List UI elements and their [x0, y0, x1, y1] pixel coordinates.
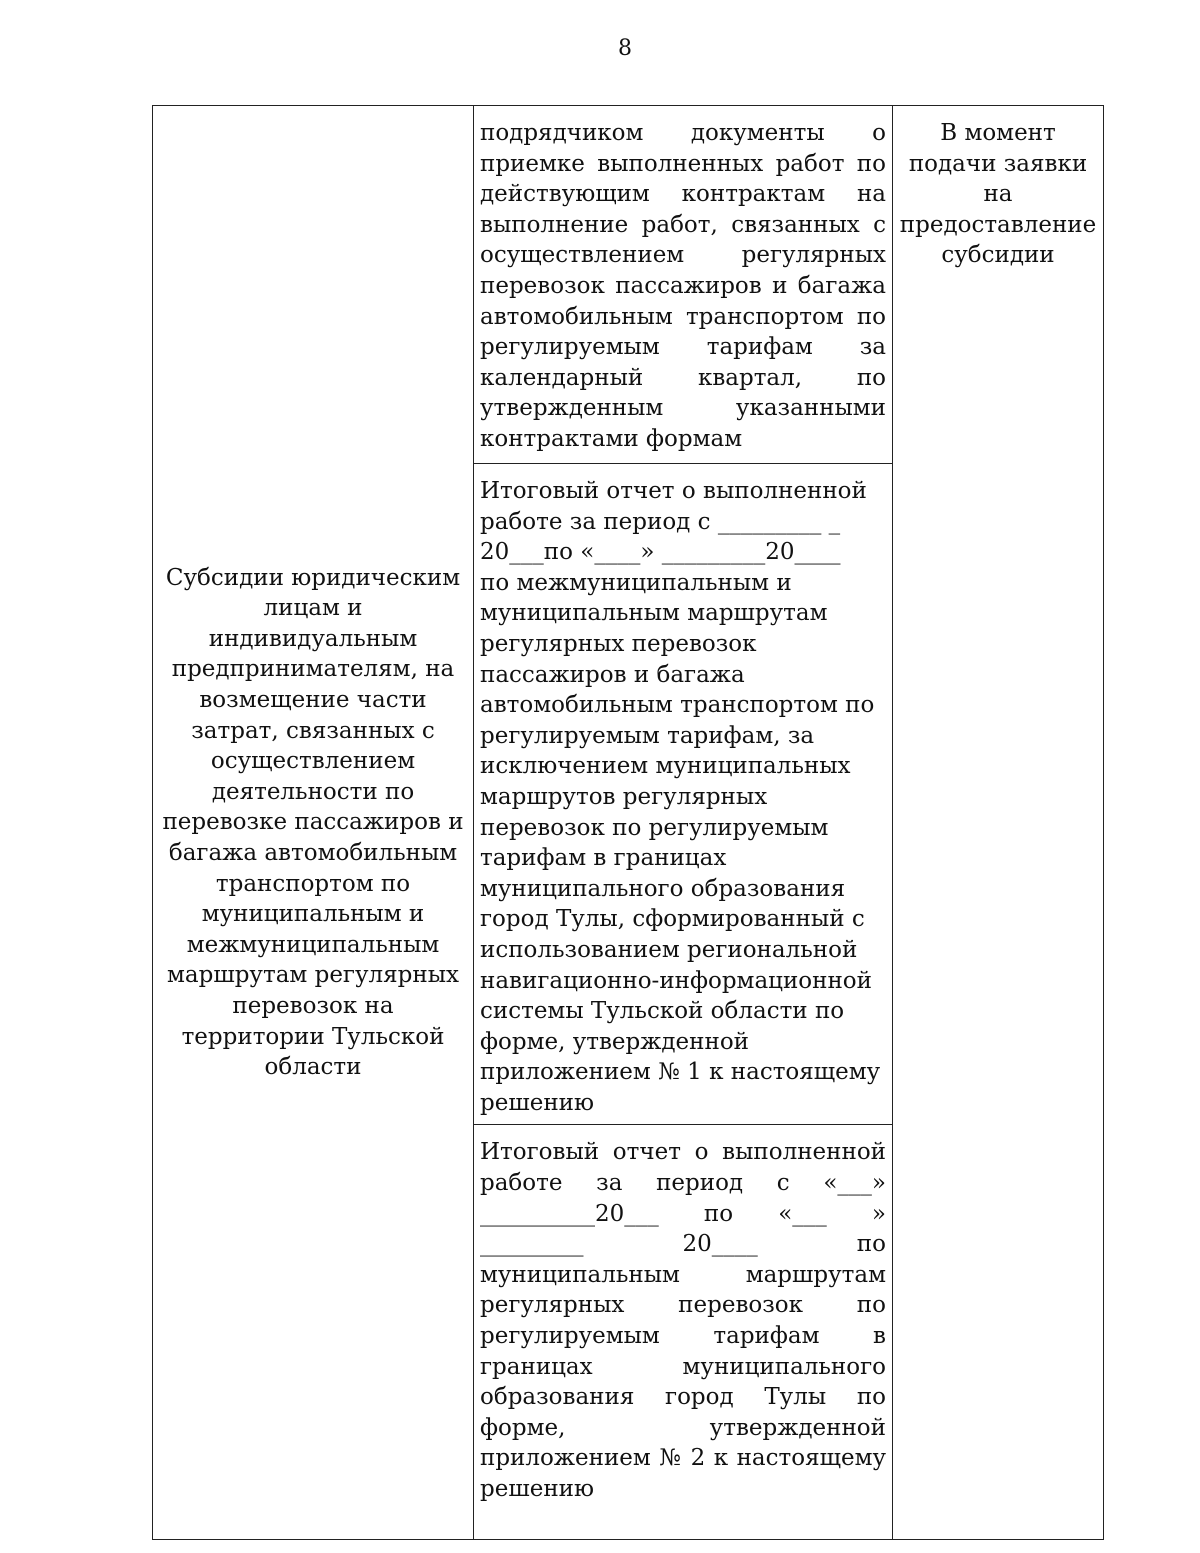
- document-line: контрактами формам: [480, 425, 743, 452]
- subsidy-name-cell: [153, 106, 474, 1540]
- document-table: [152, 105, 1104, 1540]
- document-line: осуществлением регулярных: [480, 242, 886, 269]
- document-line: 20___по «____» _________20____: [480, 539, 841, 566]
- deadline-cell: [893, 106, 1104, 1540]
- document-line: регулярных перевозок по: [480, 1292, 886, 1319]
- document-line: действующим контрактам на: [480, 181, 886, 208]
- document-cell-3: [474, 1125, 893, 1540]
- document-cell-2: [474, 464, 893, 1125]
- document-cell-1: [474, 106, 893, 464]
- document-line: _________ 20____ по: [480, 1231, 886, 1258]
- document-line: решению: [480, 1476, 595, 1502]
- document-line: утвержденным указанными: [480, 395, 886, 422]
- document-paragraph: по межмуниципальным и муниципальным маршрутам регулярных перевозок пассажиров и багажа автомобильным транспортом по регулируемым тарифам, за исключением муниципальных маршрутов регулярных перевозок по регулируемым тарифам в границах муниципального образования город Тулы, сформированный с использованием региональной навигационно-информационной системы Тульской области по форме, утвержденной приложением № 1 к настоящему решению: [480, 569, 881, 1116]
- document-line: приемке выполненных работ по: [480, 150, 886, 177]
- document-line: регулируемым тарифам за: [480, 334, 886, 361]
- document-line: границах муниципального: [480, 1353, 886, 1380]
- document-line: __________20___ по «___ »: [480, 1200, 886, 1227]
- deadline-text: В момент подачи заявки на предоставление субсидии: [899, 120, 1097, 269]
- document-line: образования город Тулы по: [480, 1384, 886, 1411]
- document-line: Итоговый отчет о выполненной: [480, 478, 867, 504]
- document-line: форме, утвержденной: [480, 1414, 886, 1441]
- document-line: Итоговый отчет о выполненной: [480, 1139, 886, 1166]
- document-line: приложением № 2 к настоящему: [480, 1445, 886, 1472]
- document-line: календарный квартал, по: [480, 364, 886, 391]
- document-line: работе за период с «___»: [480, 1170, 886, 1197]
- document-line: перевозок пассажиров и багажа: [480, 272, 886, 299]
- table-row: [153, 106, 1104, 464]
- document-line: выполнение работ, связанных с: [480, 211, 886, 238]
- document-line: муниципальным маршрутам: [480, 1261, 886, 1288]
- page-number: 8: [618, 36, 632, 61]
- document-line: регулируемым тарифам в: [480, 1323, 886, 1350]
- document-line: работе за период с _________ _: [480, 508, 841, 535]
- subsidy-name-text: Субсидии юридическим лицам и индивидуальным предпринимателям, на возмещение части затрат, связанных с осуществлением деятельности по перевозке пассажиров и багажа автомобильным транспортом по муниципальным и межмуниципальным маршрутам регулярных перевозок на территории Тульской области: [162, 564, 464, 1081]
- document-line: подрядчиком документы о: [480, 120, 886, 146]
- document-line: автомобильным транспортом по: [480, 303, 886, 330]
